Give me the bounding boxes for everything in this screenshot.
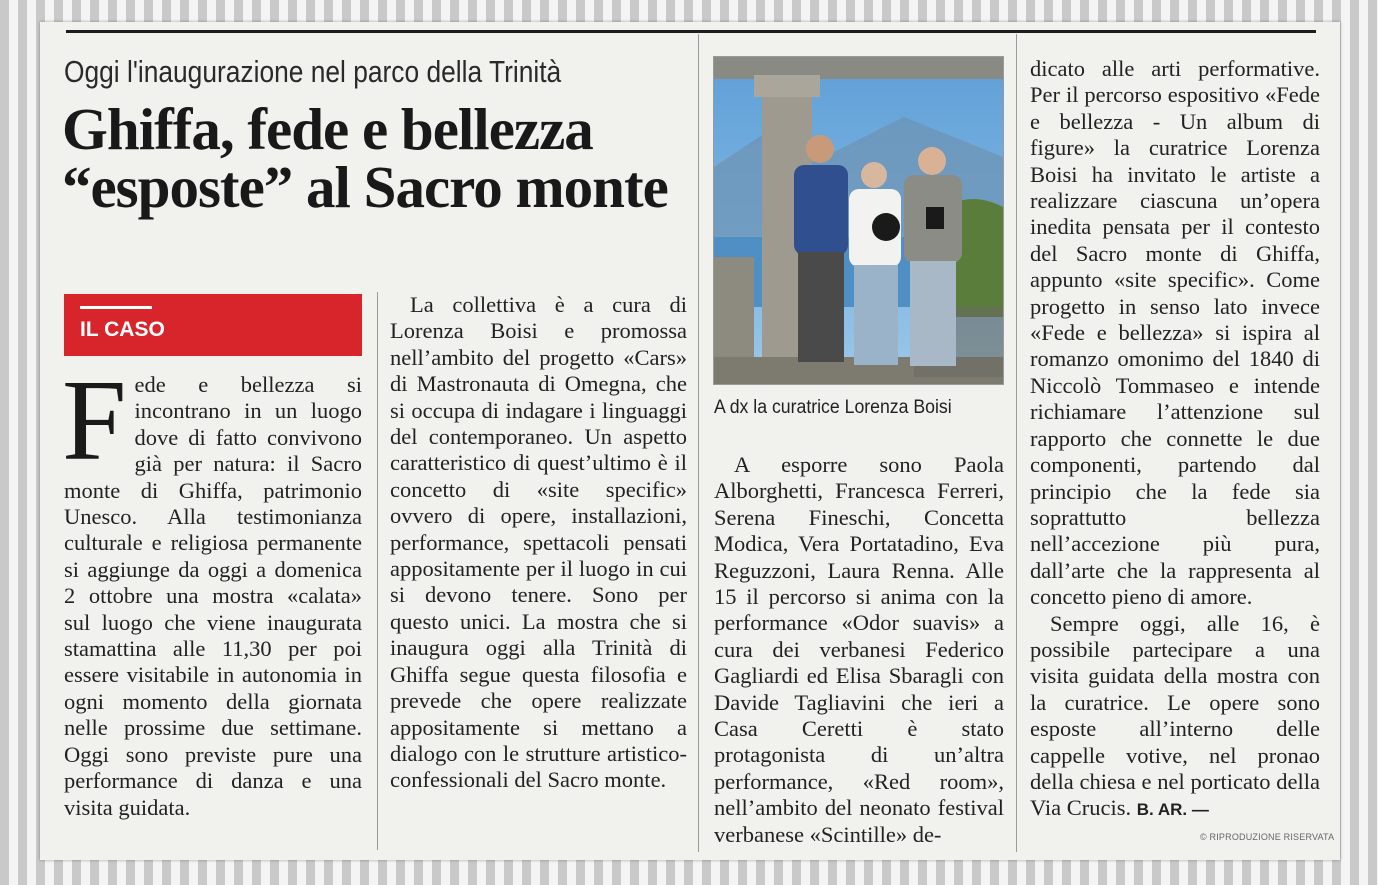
article-column-4 xyxy=(1030,56,1320,824)
top-rule xyxy=(66,30,1316,33)
copyright-notice: © RIPRODUZIONE RISERVATA xyxy=(1200,832,1335,842)
drop-cap: F xyxy=(62,357,127,485)
column-4-paragraph-2 xyxy=(1030,611,1320,824)
column-1-text: ede e bellezza si incontrano in un luogo dove di fatto convivono già per natura: il Sacro monte di Ghiffa, patrimonio Unesco. Alla testimonianza culturale e religiosa permanente si aggiunge da oggi a domenica 2 ottobre una mostra «calata» sul luogo che viene inaugurata stamattina alle 11,30 per poi essere visitabile in autonomia in ogni momento della giornata nelle prossime due settimane. Oggi sono previste pure una performance di danza e una visita guidata. xyxy=(64,372,362,820)
section-label-bar xyxy=(80,306,152,309)
article-kicker: Oggi l'inaugurazione nel parco della Trinità xyxy=(64,54,562,89)
photo-caption: A dx la curatrice Lorenza Boisi xyxy=(714,397,952,418)
column-4-paragraph-2-text: Sempre oggi, alle 16, è possibile partecipare a una visita guidata della mostra con la curatrice. Le opere sono esposte all’interno delle cappelle votive, nel pronao della chiesa e nel porticato della Via Crucis. xyxy=(1030,610,1320,821)
article-column-2: La collettiva è a cura di Lorenza Boisi e promossa nell’ambito del progetto «Cars» di Mastronauta di Omegna, che si occupa di indagare i linguaggi del contemporaneo. Un aspetto caratteristico di quest’ultimo è il concetto di «site specific» ovvero di opere, installazioni, performance, spettacoli pensati appositamente per il luogo in cui si devono tenere. Sono per questo unici. La mostra che si inaugura oggi alla Trinità di Ghiffa segue questa filosofia e prevede che opere realizzate appositamente si mettano a dialogo con le strutture artistico-confessionali del Sacro monte. xyxy=(390,292,687,793)
column-rule-3 xyxy=(1016,34,1017,852)
column-rule-title xyxy=(698,34,699,852)
newspaper-clipping xyxy=(40,22,1340,860)
article-headline xyxy=(62,96,712,220)
article-photo xyxy=(713,56,1004,385)
section-label: IL CASO xyxy=(80,318,165,341)
article-column-3: A esporre sono Paola Alborghetti, Francesca Ferreri, Serena Fineschi, Concetta Modica, Vera Portatadino, Eva Reguzzoni, Laura Renna. Alle 15 il percorso si anima con la performance «Odor suavis» a cura dei verbanesi Federico Gagliardi ed Elisa Sbaragli con Davide Tagliavini che ieri a Casa Ceretti è stato protagonista di un’altra performance, «Red room», nell’ambito del neonato festival verbanese «Scintille» de- xyxy=(714,452,1004,847)
author-signature: B. AR. — xyxy=(1136,800,1209,820)
section-label-box xyxy=(64,294,362,356)
article-column-1 xyxy=(62,357,362,821)
headline-line-2: “esposte” al Sacro monte xyxy=(62,154,668,220)
column-4-paragraph-1: dicato alle arti performative. Per il percorso espositivo «Fede e bellezza - Un album di figure» la curatrice Lorenza Boisi ha invitato le artiste a realizzare ciascuna un’opera inedita pensata per il contesto del Sacro monte di Ghiffa, appunto «site specific». Come progetto in senso lato invece «Fede e bellezza» si ispira al romanzo omonimo del 1840 di Niccolò Tommaseo e intende richiamare l’attenzione sul rapporto che connette le due componenti, partendo dal principio che la fede sia soprattutto bellezza nell’accezione più pura, dall’arte che la rappresenta al concetto pieno di amore. xyxy=(1030,56,1320,610)
column-rule-1 xyxy=(377,292,378,850)
headline-line-1: Ghiffa, fede e bellezza xyxy=(62,96,593,162)
